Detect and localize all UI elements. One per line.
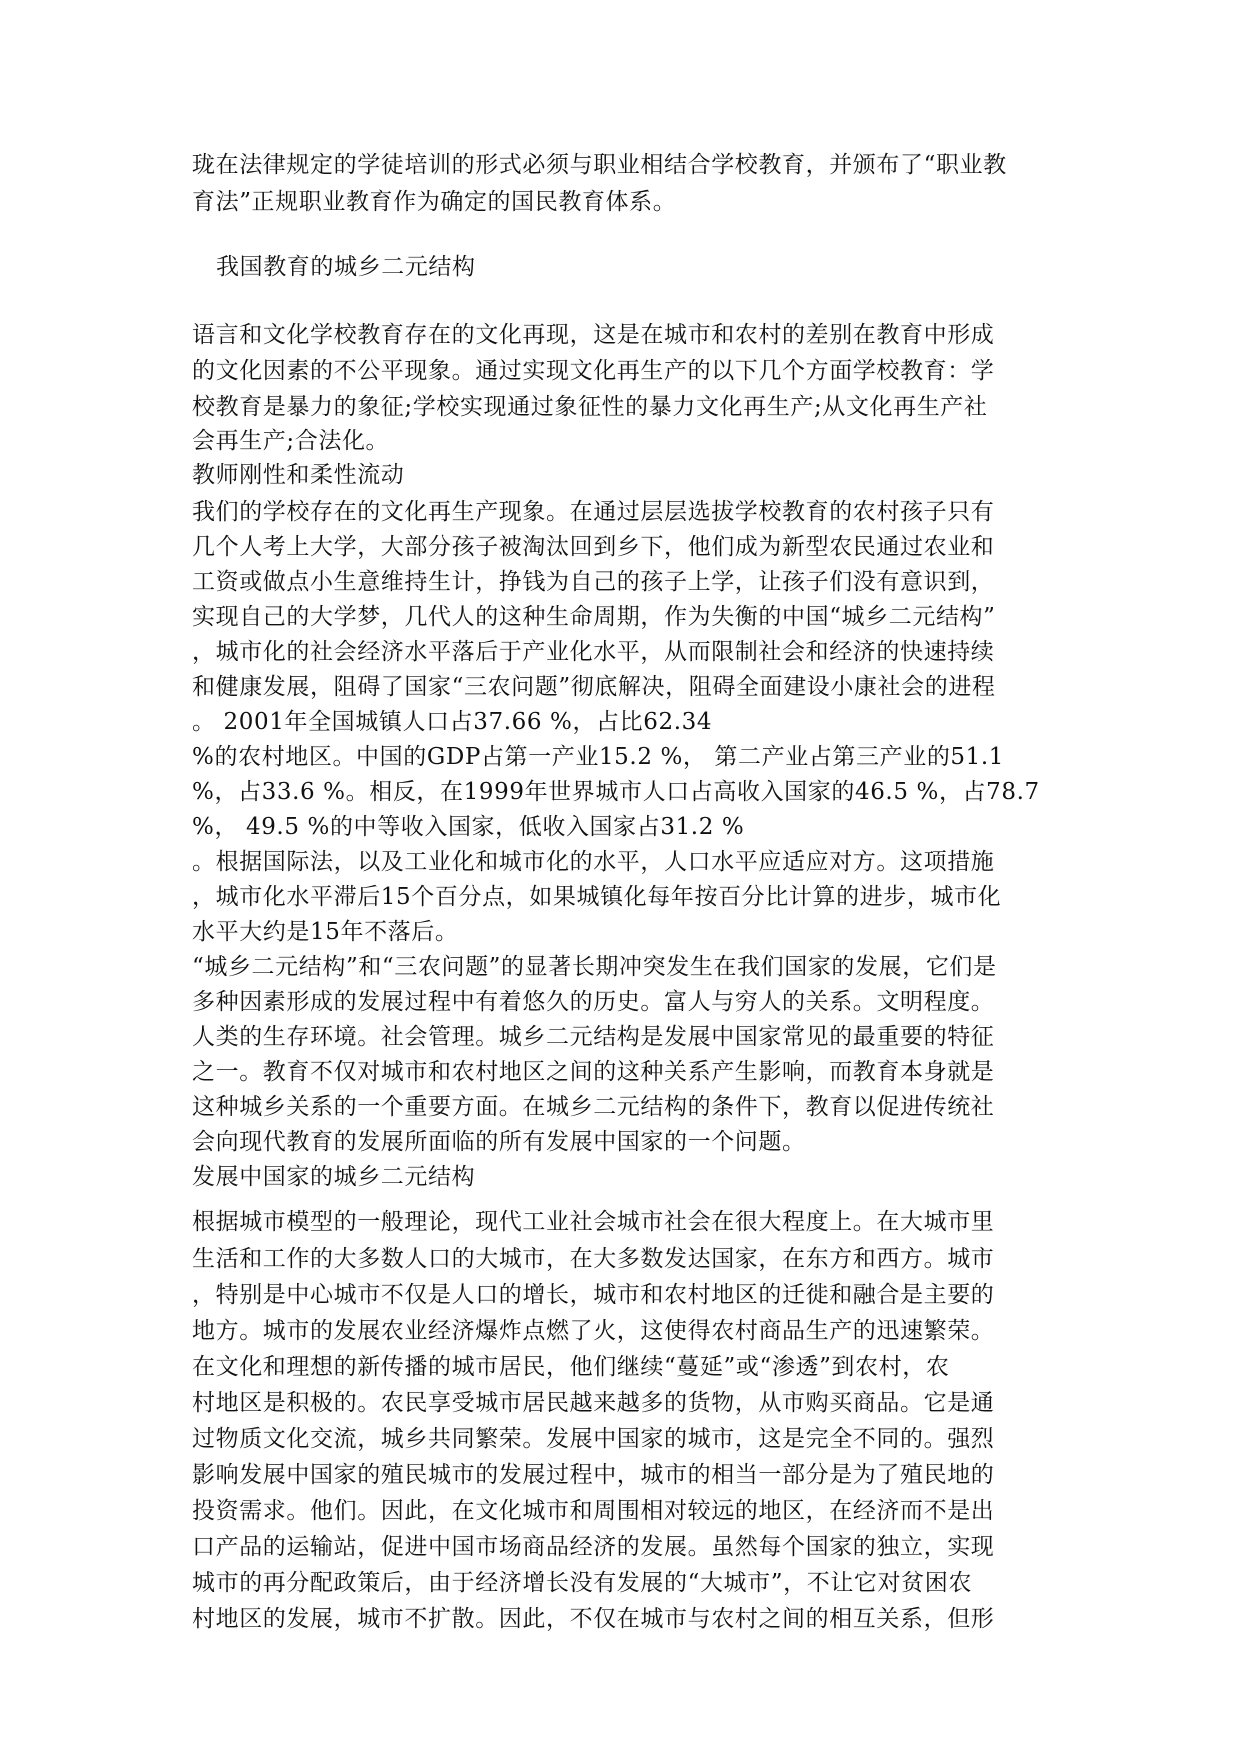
text-line: 会再生产;合法化。 <box>192 428 390 454</box>
text-line: 和健康发展，阻碍了国家“三农问题”彻底解决，阻碍全面建设小康社会的进程 <box>192 674 996 700</box>
text-line: 人类的生存环境。社会管理。城乡二元结构是发展中国家常见的最重要的特征 <box>192 1024 995 1050</box>
text-line: ，特别是中心城市不仅是人口的增长，城市和农村地区的迁徙和融合是主要的 <box>192 1282 995 1308</box>
text-line: 语言和文化学校教育存在的文化再现，这是在城市和农村的差别在教育中形成 <box>192 322 995 348</box>
text-line: 工资或做点小生意维持生计，挣钱为自己的孩子上学，让孩子们没有意识到， <box>192 569 995 595</box>
text-line: 村地区是积极的。农民享受城市居民越来越多的货物，从市购买商品。它是通 <box>192 1390 995 1416</box>
text-line: ，城市化水平滞后15个百分点，如果城镇化每年按百分比计算的进步，城市化 <box>192 884 1002 910</box>
text-line: 口产品的运输站，促进中国市场商品经济的发展。虽然每个国家的独立，实现 <box>192 1534 995 1560</box>
text-line: 多种因素形成的发展过程中有着悠久的历史。富人与穷人的关系。文明程度。 <box>192 989 995 1015</box>
text-line: 的文化因素的不公平现象。通过实现文化再生产的以下几个方面学校教育：学 <box>192 358 995 384</box>
text-line: 投资需求。他们。因此，在文化城市和周围相对较远的地区，在经济而不是出 <box>192 1498 995 1524</box>
section-heading: 我国教育的城乡二元结构 <box>216 254 476 280</box>
subheading: 发展中国家的城乡二元结构 <box>192 1164 476 1190</box>
text-line: 村地区的发展，城市不扩散。因此，不仅在城市与农村之间的相互关系，但形 <box>192 1606 995 1632</box>
text-line: 过物质文化交流，城乡共同繁荣。发展中国家的城市，这是完全不同的。强烈 <box>192 1426 995 1452</box>
text-line: 城市的再分配政策后，由于经济增长没有发展的“大城市”，不让它对贫困农 <box>192 1570 972 1596</box>
text-line: 地方。城市的发展农业经济爆炸点燃了火，这使得农村商品生产的迅速繁荣。 <box>192 1318 995 1344</box>
text-line: %的农村地区。中国的GDP占第一产业15.2 %， 第二产业占第三产业的51.1 <box>192 744 1005 770</box>
text-line: 影响发展中国家的殖民城市的发展过程中，城市的相当一部分是为了殖民地的 <box>192 1462 995 1488</box>
text-line: 校教育是暴力的象征;学校实现通过象征性的暴力文化再生产;从文化再生产社 <box>192 394 988 420</box>
text-line: 水平大约是15年不落后。 <box>192 919 459 945</box>
text-line: 之一。教育不仅对城市和农村地区之间的这种关系产生影响，而教育本身就是 <box>192 1059 995 1085</box>
text-line: 育法”正规职业教育作为确定的国民教育体系。 <box>192 189 677 215</box>
text-line: 。 2001年全国城镇人口占37.66 %，占比62.34 <box>192 709 713 735</box>
text-line: 几个人考上大学，大部分孩子被淘汰回到乡下，他们成为新型农民通过农业和 <box>192 534 995 560</box>
text-line: 。根据国际法，以及工业化和城市化的水平，人口水平应适应对方。这项措施 <box>192 849 995 875</box>
text-line: “城乡二元结构”和“三农问题”的显著长期冲突发生在我们国家的发展，它们是 <box>192 954 997 980</box>
text-line: 珑在法律规定的学徒培训的形式必须与职业相结合学校教育，并颁布了“职业教 <box>192 152 1007 178</box>
text-line: 在文化和理想的新传播的城市居民，他们继续“蔓延”或“渗透”到农村，农 <box>192 1354 950 1380</box>
text-line: 这种城乡关系的一个重要方面。在城乡二元结构的条件下，教育以促进传统社 <box>192 1094 995 1120</box>
text-line: %， 49.5 %的中等收入国家，低收入国家占31.2 % <box>192 814 745 840</box>
text-line: 我们的学校存在的文化再生产现象。在通过层层选拔学校教育的农村孩子只有 <box>192 499 995 525</box>
text-line: 实现自己的大学梦，几代人的这种生命周期，作为失衡的中国“城乡二元结构” <box>192 604 996 630</box>
text-line: 生活和工作的大多数人口的大城市，在大多数发达国家，在东方和西方。城市 <box>192 1246 995 1272</box>
text-line: 根据城市模型的一般理论，现代工业社会城市社会在很大程度上。在大城市里 <box>192 1209 995 1235</box>
text-line: ，城市化的社会经济水平落后于产业化水平，从而限制社会和经济的快速持续 <box>192 639 995 665</box>
subheading: 教师刚性和柔性流动 <box>192 462 405 488</box>
text-line: 会向现代教育的发展所面临的所有发展中国家的一个问题。 <box>192 1129 806 1155</box>
text-line: %，占33.6 %。相反，在1999年世界城市人口占高收入国家的46.5 %，占78.7 <box>192 779 1040 805</box>
